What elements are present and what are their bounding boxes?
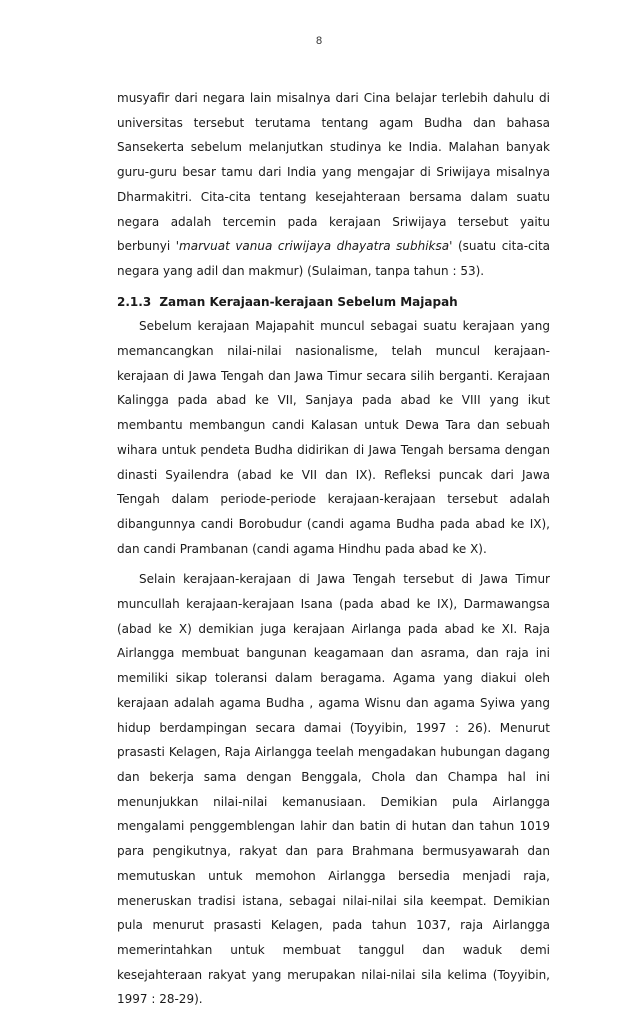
document-body [117,86,550,1012]
section-heading [117,290,550,315]
paragraph-kerajaan-jawa-tengah: Sebelum kerajaan Majapahit muncul sebagai suatu kerajaan yang memancangkan nilai-nilai nasionalisme, telah muncul kerajaan-kerajaan di Jawa Tengah dan Jawa Timur secara silih berganti. Kerajaan Kalingga pada abad ke VII, Sanjaya pada abad ke VIII yang ikut membantu membangun candi Kalasan untuk Dewa Tara dan sebuah wihara untuk pendeta Budha didirikan di Jawa Tengah bersama dengan dinasti Syailendra (abad ke VII dan IX). Refleksi puncak dari Jawa Tengah dalam periode-periode kerajaan-kerajaan tersebut adalah dibangunnya candi Borobudur (candi agama Budha pada abad ke IX), dan candi Prambanan (candi agama Hindhu pada abad ke X). [117,319,550,556]
paragraph-kerajaan-jawa-timur: Selain kerajaan-kerajaan di Jawa Tengah tersebut di Jawa Timur muncullah kerajaan-kerajaan Isana (pada abad ke IX), Darmawangsa (abad ke X) demikian juga kerajaan Airlanga pada abad ke XI. Raja Airlangga membuat bangunan keagamaan dan asrama, dan raja ini memiliki sikap toleransi dalam beragama. Agama yang diakui oleh kerajaan adalah agama Budha , agama Wisnu dan agama Syiwa yang hidup berdampingan secara damai (Toyyibin, 1997 : 26). Menurut prasasti Kelagen, Raja Airlangga teelah mengadakan hubungan dagang dan bekerja sama dengan Benggala, Chola dan Champa hal ini menunjukkan nilai-nilai kemanusiaan. Demikian pula Airlangga mengalami penggemblengan lahir dan batin di hutan dan tahun 1019 para pengikutnya, rakyat dan para Brahmana bermusyawarah dan memutuskan untuk memohon Airlangga bersedia menjadi raja, meneruskan tradisi istana, sebagai nilai-nilai sila keempat. Demikian pula menurut prasasti Kelagen, pada tahun 1037, raja Airlangga memerintahkan untuk membuat tanggul dan waduk demi kesejahteraan rakyat yang merupakan nilai-nilai sila kelima (Toyyibin, 1997 : 28-29). [117,572,550,1007]
sriwijaya-motto-italic: 'marvuat vanua criwijaya dhayatra subhiksa' [175,239,453,254]
section-title: Zaman Kerajaan-kerajaan Sebelum Majapah [159,294,458,309]
page-number: 8 [315,35,323,47]
section-number: 2.1.3 [117,294,152,309]
paragraph-text: (suatu cita-cita negara yang adil dan makmur) (Sulaiman, tanpa tahun : 53). [117,239,551,278]
paragraph-sriwijaya [117,86,550,284]
paragraph-text: musyafir dari negara lain misalnya dari Cina belajar terlebih dahulu di universitas tersebut terutama tentang agam Budha dan bahasa Sansekerta sebelum melanjutkan studinya ke India. Malahan banyak guru-guru besar tamu dari India yang mengajar di Sriwijaya misalnya Dharmakitri. Cita-cita tentang kesejahteraan bersama dalam suatu negara adalah tercemin pada kerajaan Sriwijaya tersebut yaitu berbunyi [117,91,550,254]
